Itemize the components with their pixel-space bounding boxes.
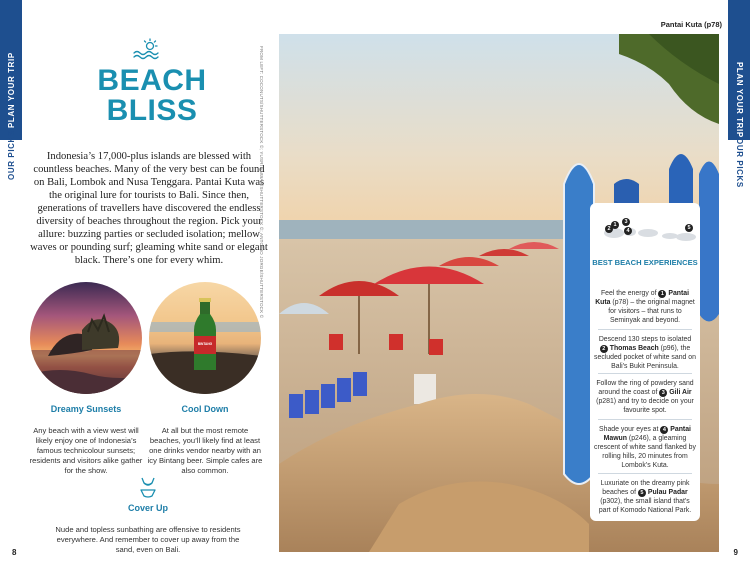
feature-title-sunsets: Dreamy Sunsets: [50, 404, 122, 414]
pick-3-after: (p281) and try to decide on your favourite spot.: [596, 398, 694, 414]
best-beaches-title: BEST BEACH EXPERIENCES: [592, 258, 698, 267]
right-tab-label-plan: PLAN YOUR TRIP: [735, 62, 744, 138]
pick-4-place: Pantai Mawun: [603, 426, 691, 442]
pick-3: [594, 379, 696, 415]
intro-paragraph: Indonesia’s 17,000-plus islands are blessed with countless beaches. Many of the very best can be found on Bali, Lombok and Nusa Tenggara. Pantai Kuta was the original lure for tourists to Bali. Since then, generations of travellers have discovered the endless diversity of beaches throughout the region. Pick your allure: buzzing parties or secluded isolation; mellow waves or pounding surf; gleaming white sand or elegant black. There’s one for every whim.: [30, 151, 268, 266]
pick-2: [594, 335, 696, 371]
region-map: [590, 203, 700, 251]
pick-5-before: Luxuriate on the dreamy pink beaches of: [600, 480, 690, 496]
feature-text-sunsets: Any beach with a view west will likely enjoy one of Indonesia’s famous technicolour sunsets; residents and visitors alike gather for the show.: [29, 426, 143, 475]
sun-waves-icon: [132, 38, 162, 60]
right-tab-label-picks: OUR PICKS: [735, 138, 744, 188]
photo-credits: FROM LEFT: COCONUTS/SHUTTERSTOCK ©; YUSRI ANWAR/SHUTTERSTOCK ©; ANTONIO JORGE/SHUTTERSTOCK ©: [259, 46, 264, 319]
pick-1-before: Feel the energy of: [600, 290, 659, 297]
swimsuit-icon: [139, 476, 157, 500]
best-beaches-panel: [590, 251, 700, 521]
pick-5-after: (p302), the small island that’s part of Komodo National Park.: [598, 498, 692, 514]
headline-line-1: BEACH: [97, 64, 207, 97]
pick-5-place: Pulau Padar: [647, 489, 688, 496]
pick-5-number: 5: [638, 489, 646, 497]
left-side-tab: [0, 0, 22, 577]
pick-2-before: Descend 130 steps to isolated: [598, 336, 692, 343]
map-marker-5: 5: [685, 216, 693, 234]
headline-line-2: BLISS: [106, 94, 198, 127]
pick-3-number: 3: [659, 389, 667, 397]
right-side-tab: [728, 0, 750, 577]
feature-title-cool-down: Cool Down: [181, 404, 229, 414]
pick-2-after: (p96), the secluded pocket of white sand on Bali’s Bukit Peninsula.: [594, 345, 696, 370]
pick-5: [594, 479, 696, 515]
pick-4-number: 4: [660, 426, 668, 434]
cover-up-text: Nude and topless sunbathing are offensive to residents everywhere. And remember to cover up away from the sand, even on Bali.: [55, 525, 241, 554]
left-tab-label-picks: OUR PICKS: [7, 130, 16, 180]
beer-photo: [149, 282, 261, 394]
page-number-right: 9: [733, 548, 738, 557]
pick-2-number: 2: [600, 345, 608, 353]
left-tab-label-plan: PLAN YOUR TRIP: [7, 52, 16, 128]
pick-4-after: (p246), a gleaming crescent of white sand flanked by rolling hills, 20 minutes from Lombok’s Kuta.: [594, 435, 696, 469]
pick-3-before: Follow the ring of powdery sand around the coast of: [596, 380, 694, 396]
pick-4: [594, 425, 696, 470]
map-marker-4: 4: [624, 219, 632, 237]
map-marker-3: 3: [622, 210, 630, 228]
pick-1-number: 1: [658, 290, 666, 298]
pick-2-place: Thomas Beach: [609, 345, 659, 352]
pick-1-place: Pantai Kuta: [595, 290, 690, 306]
pick-4-before: Shade your eyes at: [599, 426, 661, 433]
map-marker-2: 2: [605, 217, 613, 235]
pick-divider: [598, 419, 692, 420]
pick-1: [594, 289, 696, 325]
page-number-left: 8: [12, 548, 17, 557]
pick-3-place: Gili Air: [669, 389, 692, 396]
cover-up-title: Cover Up: [127, 503, 168, 513]
feature-text-cool-down: At all but the most remote beaches, you’ll likely find at least one drinks vendor nearby with an icy Bintang beer. Simple cafes are also common.: [147, 426, 263, 475]
pick-1-after: (p78) – the original magnet for visitors – that runs to Seminyak and beyond.: [608, 299, 695, 324]
sunset-illustration: [30, 282, 142, 394]
pick-divider: [598, 373, 692, 374]
sunset-photo: [30, 282, 142, 394]
pick-divider: [598, 473, 692, 474]
beer-bottle-illustration: [149, 282, 261, 394]
beer-label-text: BINTANG: [197, 342, 213, 346]
map-marker-1: 1: [611, 213, 619, 231]
pick-divider: [598, 329, 692, 330]
photo-caption: Pantai Kuta (p78): [660, 20, 722, 29]
